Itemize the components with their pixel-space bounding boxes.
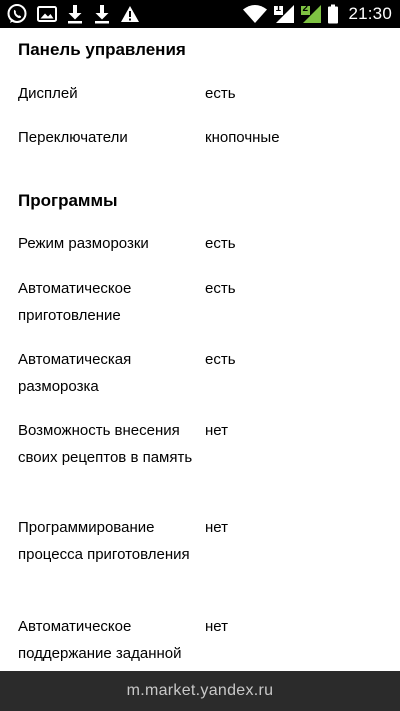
- spec-label: Автоматическое поддержание заданной: [18, 618, 182, 662]
- section-title-programs: Программы: [18, 191, 118, 210]
- clock: 21:30: [348, 4, 392, 23]
- warning-icon: [120, 3, 140, 25]
- browser-url-bar[interactable]: [0, 671, 400, 711]
- signal-sim2-icon: [300, 3, 322, 25]
- spec-value: есть: [205, 351, 236, 368]
- spec-value: есть: [205, 235, 236, 252]
- section-title-control-panel: Панель управления: [18, 40, 186, 59]
- sim1-label: 1: [275, 3, 282, 14]
- spec-label: Режим разморозки: [18, 235, 149, 252]
- notification-icons: [6, 3, 140, 25]
- signal-sim1-icon: [273, 3, 295, 25]
- wifi-icon: [242, 3, 268, 25]
- spec-value: есть: [205, 85, 236, 102]
- spec-list: [0, 28, 400, 671]
- battery-icon: [327, 3, 339, 25]
- whatsapp-icon: [6, 3, 28, 25]
- spec-label: Программирование процесса приготовления: [18, 519, 190, 563]
- download-icon: [93, 3, 111, 25]
- spec-value: кнопочные: [205, 129, 280, 146]
- spec-value: нет: [205, 519, 228, 536]
- spec-value: есть: [205, 280, 236, 297]
- spec-label: Дисплей: [18, 85, 78, 102]
- url-text[interactable]: m.market.yandex.ru: [126, 682, 274, 699]
- spec-label: Переключатели: [18, 129, 128, 146]
- sim2-label: 2: [302, 3, 309, 14]
- spec-label: Автоматическое приготовление: [18, 280, 132, 324]
- system-icons: [242, 3, 392, 25]
- spec-label: Возможность внесения своих рецептов в память: [18, 422, 193, 466]
- download-icon: [66, 3, 84, 25]
- spec-value: нет: [205, 618, 228, 635]
- spec-label: Автоматическая разморозка: [18, 351, 132, 395]
- spec-value: нет: [205, 422, 228, 439]
- image-icon: [37, 3, 57, 25]
- status-bar: [0, 0, 400, 28]
